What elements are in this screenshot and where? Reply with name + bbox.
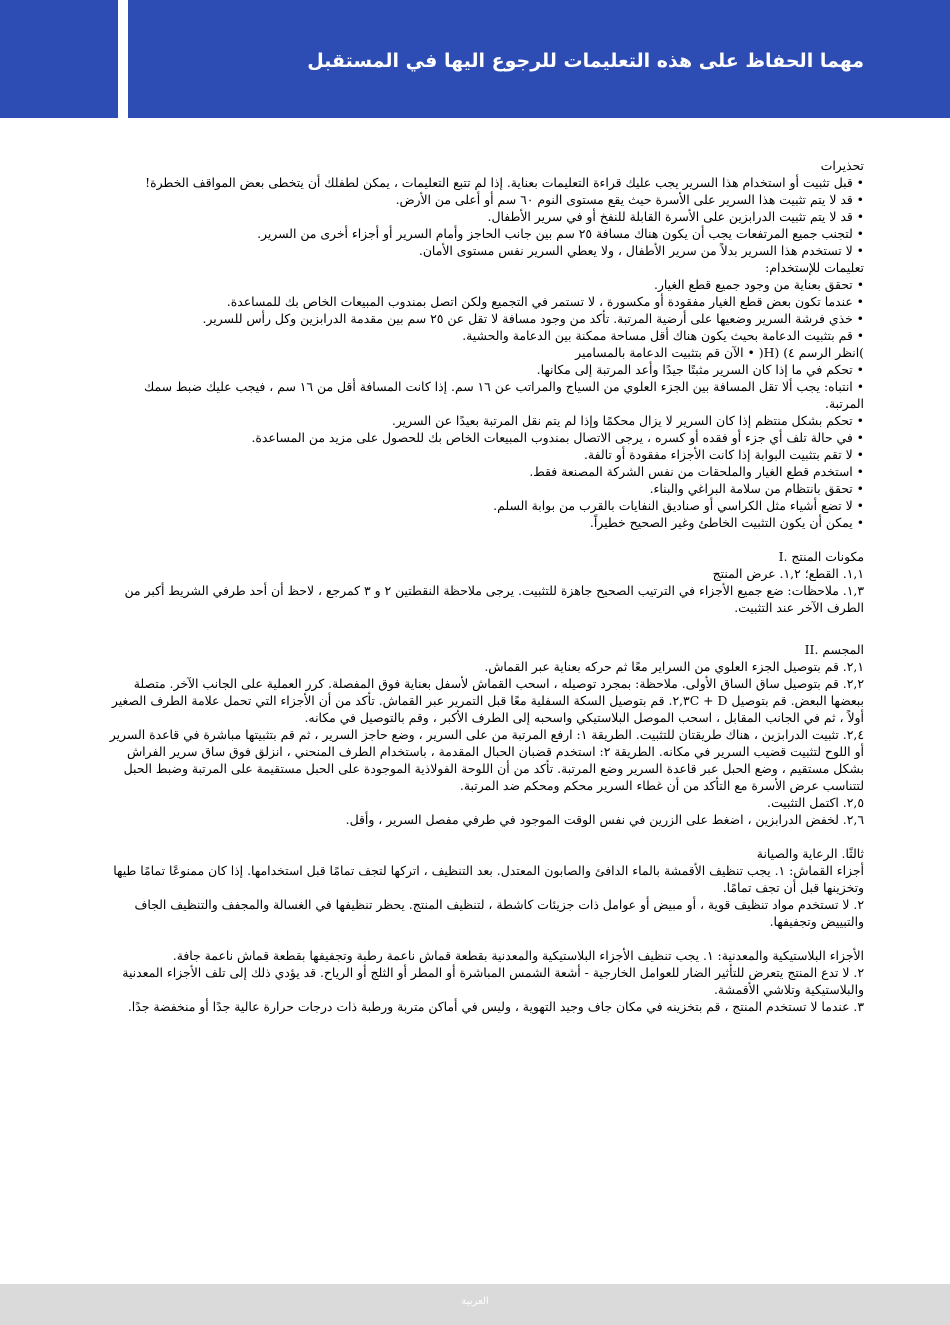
components-section: [104, 548, 864, 616]
care-plastic-item: ٣. عندما لا تستخدم المنتج ، قم بتخزينه في مكان جاف وجيد التهوية ، وليس في أماكن متربة ورطبة ذات درجات حرارة عالية جدًا أو منخفضة جدًا.: [127, 999, 864, 1014]
warning-item: • قبل تثبيت أو استخدام هذا السرير يجب عليك قراءة التعليمات بعناية. إذا لم تتبع التعليمات ، يمكن لطفلك أن يتخطى بعض المواقف الخطرة!: [145, 175, 864, 190]
section-spacer: [104, 616, 864, 641]
component-item: ١,١. القطع؛ ١,٢. عرض المنتج: [712, 566, 864, 581]
instruction-item: • يمكن أن يكون التثبيت الخاطئ وغير الصحيح خطيراً.: [589, 515, 864, 530]
header-bar: [128, 0, 950, 118]
components-heading: مكونات المنتج .I: [778, 549, 864, 564]
footer-bar: [0, 1284, 950, 1325]
assembly-item: ٢,٤. تثبيت الدرابزين ، هناك طريقتان للتثبيت. الطريقة ١: ارفع المرتبة من على السرير ، وضع حاجز السرير ، ثم قم بتثبيتها مباشرة في قاعدة السرير أو اللوح لتثبيت قضيب السرير في مكانه. الطريقة ٢: استخدم قضبان الحبال المقدمة ، باستخدام الطرف المنحني ، انزلق فوق ساق سرير الفراش بشكل مستقيم ، وضع الحبل عبر قاعدة السرير وضع المرتبة. تأكد من أن اللوحة الفولاذية الموجودة على الحبل مستقيمة على المرتبة وضبط الحبل لتتناسب عرض الأسرة مع التأكد من أن غطاء السرير محكم ومحكم ضد المرتبة.: [109, 727, 864, 793]
instructions-section: [104, 259, 864, 531]
warning-item: • قد لا يتم تثبيت الدرابزين على الأسرة القابلة للنفخ أو في سرير الأطفال.: [487, 209, 864, 224]
instruction-item: • في حالة تلف أي جزء أو فقده أو كسره ، يرجى الاتصال بمندوب المبيعات الخاص بك للحصول على مزيد من المساعدة.: [251, 430, 864, 445]
care-fabric-item: ٢. لا تستخدم مواد تنظيف قوية ، أو مبيض أو عوامل ذات جزيئات كاشطة ، لتنظيف المنتج. يحظر تنظيفها في الغسالة والمجفف والتنظيف الجاف والتبييض وتجفيفها.: [134, 897, 864, 929]
instruction-item: )انظر الرسم ٤) (H( • الآن قم بتثبيت الدعامة بالمسامير: [575, 345, 864, 360]
instruction-item: • تحقق بعناية من وجود جميع قطع الغيار.: [653, 277, 864, 292]
instruction-item: • لا تقم بتثبيت البوابة إذا كانت الأجزاء مفقودة أو تالفة.: [583, 447, 864, 462]
instruction-item: • انتباه: يجب ألا تقل المسافة بين الجزء العلوي من السياج والمراتب عن ١٦ سم. إذا كانت المسافة أقل من ١٦ سم ، فيجب عليك ضبط سمك المرتبة.: [144, 379, 864, 411]
warning-item: • لا تستخدم هذا السرير بدلاً من سرير الأطفال ، ولا يعطي السرير نفس مستوى الأمان.: [418, 243, 864, 258]
language-label: العربية: [461, 1296, 489, 1307]
instruction-item: • تحقق بانتظام من سلامة البراغي والبناء.: [649, 481, 864, 496]
instruction-item: • قم بتثبيت الدعامة بحيث يكون هناك أقل مساحة ممكنة بين الدعامة والحشية.: [462, 328, 864, 343]
warnings-section: [104, 157, 864, 259]
instruction-item: • لا تضع أشياء مثل الكراسي أو صناديق النفايات بالقرب من بوابة السلم.: [493, 498, 864, 513]
instruction-item: • عندما تكون بعض قطع الغيار مفقودة أو مكسورة ، لا تستمر في التجميع ولكن اتصل بمندوب المبيعات الخاص بك للمساعدة.: [226, 294, 864, 309]
warning-item: • لتجنب جميع المرتفعات يجب أن يكون هناك مسافة ٢٥ سم بين جانب الحاجز وأمام السرير أو أجزاء أخرى من السرير.: [257, 226, 864, 241]
assembly-item: ٢,٦. لخفض الدرابزين ، اضغط على الزرين في نفس الوقت الموجود في طرفي مفصل السرير ، وأقل.: [345, 812, 864, 827]
instruction-item: • تحكم في ما إذا كان السرير مثبتًا جيدًا وأعد المرتبة إلى مكانها.: [536, 362, 864, 377]
component-item: ١,٣. ملاحظات: ضع جميع الأجزاء في الترتيب الصحيح جاهزة للتثبيت. يرجى ملاحظة النقطتين ٢ و ٣ كمرجع ، لاحظ أن أحد طرفي الشريط أكبر من الطرف الآخر عند التثبيت.: [124, 583, 864, 615]
assembly-item: ٢,١. قم بتوصيل الجزء العلوي من السراير معًا ثم حركه بعناية عبر القماش.: [484, 659, 864, 674]
assembly-heading: المجسم .II: [804, 642, 864, 657]
instruction-item: • تحكم بشكل منتظم إذا كان السرير لا يزال محكمًا وإذا لم يتم نقل المرتبة بعيدًا عن السرير.: [391, 413, 864, 428]
assembly-section: [104, 641, 864, 828]
care-fabric-item: أجزاء القماش: ١. يجب تنظيف الأقمشة بالماء الدافئ والصابون المعتدل. بعد التنظيف ، اتركها لتجف تمامًا قبل استخدامها. إذا كان ممنوعًا تمامًا طيها وتخزينها قبل أن تجف تمامًا.: [113, 863, 864, 895]
warning-item: • قد لا يتم تثبيت هذا السرير على الأسرة حيث يقع مستوى النوم ٦٠ سم أو أعلى من الأرض.: [395, 192, 864, 207]
instruction-item: • خذي فرشة السرير وضعيها على أرضية المرتبة. تأكد من وجود مسافة لا تقل عن ٢٥ سم بين مقدمة الدرابزين وكل رأس للسرير.: [202, 311, 864, 326]
section-spacer: [104, 828, 864, 845]
assembly-item: ٢,٥. اكتمل التثبيت.: [767, 795, 864, 810]
assembly-item: ٢,٢. قم بتوصيل ساق الساق الأولى. ملاحظة: بمجرد توصيله ، اسحب القماش لأسفل بعناية فوق المفصلة. كرر العملية على الجانب الآخر. متصلة ببعضها البعض. قم بتوصيل D + ٢,٣C. قم بتوصيل السكة السفلية معًا قبل التمرير عبر القماش. تأكد من أن الأجزاء التي تحمل علامة الطرف الصغير أولاً ، ثم في الجانب المقابل ، اسحب الموصل البلاستيكي واسحبه إلى الطرف الأكبر ، وقم بالتوصيل في مكانه.: [111, 676, 864, 725]
instruction-item: • استخدم قطع الغيار والملحقات من نفس الشركة المصنعة فقط.: [529, 464, 864, 479]
section-spacer: [104, 930, 864, 947]
section-spacer: [104, 531, 864, 548]
document-body: [104, 157, 864, 1015]
warnings-heading: تحذيرات: [820, 158, 864, 173]
care-heading: ثالثًا. الرعاية والصيانة: [756, 846, 864, 861]
header-side-block: [0, 0, 118, 118]
care-plastic-item: الأجزاء البلاستيكية والمعدنية: ١. يجب تنظيف الأجزاء البلاستيكية والمعدنية بقطعة قماش ناعمة رطبة وتجفيفها بقطعة قماش ناعمة جافة.: [172, 948, 864, 963]
care-plastic-item: ٢. لا تدع المنتج يتعرض للتأثير الضار للعوامل الخارجية - أشعة الشمس المباشرة أو المطر أو الثلج أو الرياح. قد يؤدي ذلك إلى تلف الأجزاء المعدنية والبلاستيكية وتلاشي الأقمشة.: [122, 965, 864, 997]
page-title: مهما الحفاظ على هذه التعليمات للرجوع اليها في المستقبل: [307, 50, 864, 72]
care-section: [104, 845, 864, 1015]
instructions-heading: تعليمات للإستخدام:: [765, 260, 864, 275]
